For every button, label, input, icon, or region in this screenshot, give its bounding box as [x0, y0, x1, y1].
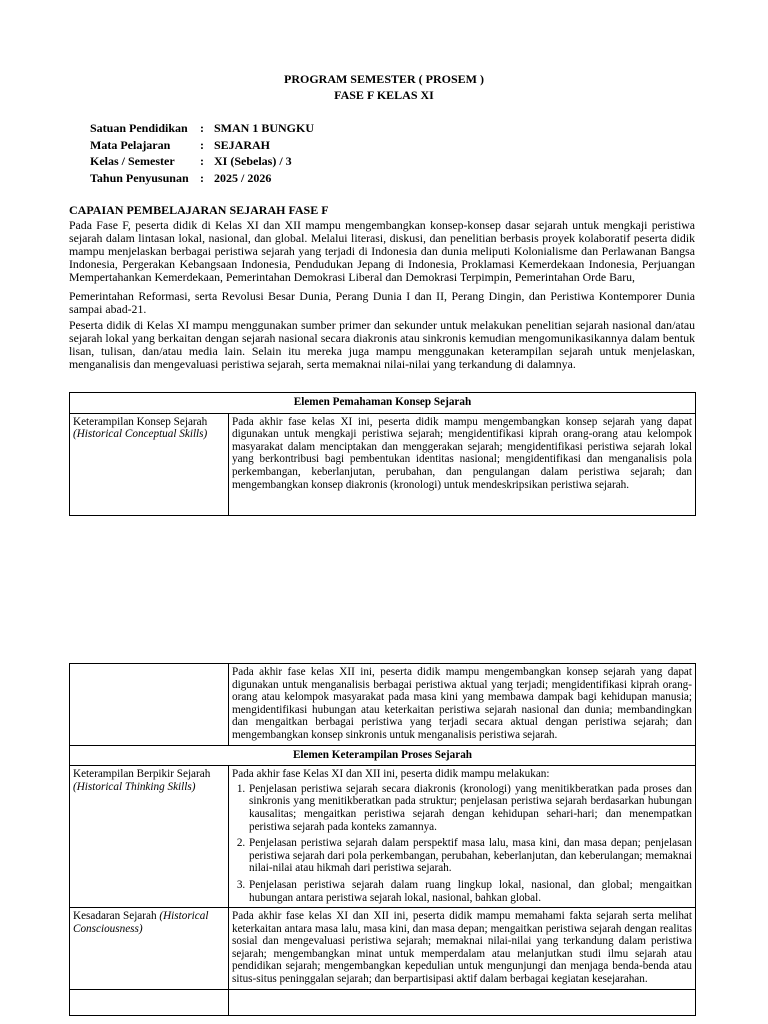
proses-sejarah-table	[69, 663, 696, 1016]
row-label-cell	[70, 766, 229, 908]
info-value: XI (Sebelas) / 3	[214, 154, 292, 168]
list-item: 3. Penjelasan peristiwa sejarah dalam ruang lingkup lokal, nasional, dan global; mengaitkan hubungan antara peristiwa sejarah lokal, nasional, bahkan global.	[248, 879, 692, 904]
capaian-paragraph: Peserta didik di Kelas XI mampu menggunakan sumber primer dan sekunder untuk melakukan penelitian sejarah nasional dan/atau sejarah lokal yang berkaitan dengan sejarah nasional secara diakronis atau sinkronis kemudian mengomunikasikannya dalam bentuk lisan, tulisan, dan/atau media lain. Selain itu mereka juga mampu menggunakan keterampilan sejarah untuk menjelaskan, menganalisis dan mengevaluasi peristiwa sejarah, serta memaknai nilai-nilai yang terkandung di dalamnya.	[69, 318, 695, 372]
row-label-cell	[70, 989, 229, 1015]
list-item: 2. Penjelasan peristiwa sejarah dalam perspektif masa lalu, masa kini, dan masa depan; penjelasan peristiwa sejarah dari pola perkembangan, perubahan, keberlanjutan, dan keberulangan; memaknai nilai-nilai atau hikmah dari peristiwa sejarah.	[248, 837, 692, 875]
row-label: Keterampilan Konsep Sejarah	[73, 415, 208, 428]
info-row	[90, 137, 314, 154]
row-content-cell: Pada akhir fase kelas XI ini, peserta didik mampu mengembangkan konsep sejarah yang dapat digunakan untuk mengkaji peristiwa sejarah; mengidentifikasi kiprah orang-orang atau kelompok masyarakat dalam menciptakan dan menggerakan sejarah; mengidentifikasi peristiwa sejarah lokal yang berkontribusi bagi pembentukan identitas nasional; mengidentifikasi dan menganalisis pola perkembangan, keberlanjutan, perubahan, dan pengulangan dalam peristiwa sejarah; dan mengembangkan konsep diakronis (kronologi) untuk mendeskripsikan peristiwa sejarah.	[229, 413, 696, 515]
konsep-sejarah-table	[69, 392, 696, 516]
row-label-cell	[70, 413, 229, 515]
list-item: 1. Penjelasan peristiwa sejarah secara diakronis (kronologi) yang menitikberatkan pada proses dan sinkronis yang menitikberatkan pada struktur; penjelasan peristiwa sejarah berdasarkan hubungan kausalitas; mengaitkan peristiwa sejarah dengan kehidupan sehari-hari; dan menempatkan peristiwa sejarah pada konteks zamannya.	[248, 783, 692, 833]
capaian-paragraph: Pemerintahan Reformasi, serta Revolusi Besar Dunia, Perang Dunia I dan II, Perang Dingin, dan Peristiwa Kontemporer Dunia sampai abad-21.	[69, 289, 695, 317]
info-value: SMAN 1 BUNGKU	[214, 121, 315, 135]
row-label: Kesadaran Sejarah	[73, 910, 157, 923]
row-content-cell: Pada akhir fase kelas XII ini, peserta didik mampu mengembangkan konsep sejarah yang dapat digunakan untuk menganalisis berbagai peristiwa aktual yang terjadi; mengidentifikasi kiprah orang-orang atau kelompok masyarakat pada masa kini yang membawa dampak bagi kehidupan manusia; mengidentifikasi hubungan atau keterkaitan peristiwa sejarah nasional dan dunia; membandingkan dan mengaitkan berbagai peristiwa yang terjadi secara aktual dengan peristiwa sejarah; dan mengembangkan konsep sinkronis untuk menganalisis peristiwa sejarah.	[229, 664, 696, 746]
info-label: Kelas / Semester	[90, 154, 175, 168]
info-label: Mata Pelajaran	[90, 137, 171, 152]
table-row	[70, 908, 696, 990]
document-title: PROGRAM SEMESTER ( PROSEM )	[283, 72, 484, 86]
row-label-cell	[70, 908, 229, 990]
row-label-english: (Historical Thinking Skills)	[73, 780, 196, 793]
info-value: SEJARAH	[214, 137, 271, 152]
table-row	[70, 766, 696, 908]
info-separator: :	[200, 137, 204, 152]
info-row	[90, 120, 314, 137]
table-row	[70, 413, 696, 515]
row-content-cell	[229, 989, 696, 1015]
section-heading-cell: Elemen Pemahaman Konsep Sejarah	[70, 393, 696, 414]
table-row	[70, 989, 696, 1015]
table-heading-row	[70, 745, 696, 766]
row-intro-text: Pada akhir fase Kelas XI dan XII ini, peserta didik mampu melakukan:	[232, 768, 550, 781]
capaian-paragraph: Pada Fase F, peserta didik di Kelas XI dan XII mampu mengembangkan konsep-konsep dasar sejarah untuk mengkaji peristiwa sejarah dalam lintasan lokal, nasional, dan global. Melalui literasi, diskusi, dan penelitian berbasis proyek kolaboratif peserta didik mampu menjelaskan berbagai peristiwa sejarah yang terjadi di Indonesia dan dunia meliputi Kolonialisme dan Perlawanan Bangsa Indonesia, Pergerakan Kebangsaan Indonesia, Pendudukan Jepang di Indonesia, Proklamasi Kemerdekaan Indonesia, Perjuangan Mempertahankan Kemerdekaan, Pemerintahan Demokrasi Liberal dan Demokrasi Terpimpin, Pemerintahan Orde Baru,	[69, 218, 695, 285]
row-content-cell: Pada akhir fase kelas XI dan XII ini, peserta didik mampu memahami fakta sejarah serta melihat keterkaitan antara masa lalu, masa kini, dan masa depan; mengaitkan peristiwa sejarah dengan realitas sosial dan mengevaluasi peristiwa sejarah; memaknai nilai-nilai yang terkandung dalam peristiwa sejarah; mengembangkan minat untuk memperdalam atau melanjutkan studi ilmu sejarah atau pendidikan sejarah; mengembangkan kepedulian untuk mengunjungi dan menjaga benda-benda atau situs-situs peninggalan sejarah; dan berpartisipasi aktif dalam berbagai kegiatan kesejarahan.	[229, 908, 696, 990]
info-value: 2025 / 2026	[214, 170, 272, 185]
info-separator: :	[200, 154, 204, 168]
row-content-cell	[229, 766, 696, 908]
info-label: Satuan Pendidikan	[90, 121, 188, 135]
capaian-heading: CAPAIAN PEMBELAJARAN SEJARAH FASE F	[69, 203, 329, 217]
info-separator: :	[200, 170, 204, 185]
skills-list	[232, 783, 692, 904]
row-label-cell	[70, 664, 229, 746]
row-label: Keterampilan Berpikir Sejarah	[73, 768, 211, 781]
table-row	[70, 664, 696, 746]
table-heading-row	[70, 393, 696, 414]
info-row	[90, 170, 314, 187]
info-label: Tahun Penyusunan	[90, 170, 189, 185]
section-heading-cell: Elemen Keterampilan Proses Sejarah	[70, 745, 696, 766]
row-label-english: (Historical Conceptual Skills)	[73, 428, 208, 441]
document-subtitle: FASE F KELAS XI	[334, 88, 434, 102]
row-label-english: (Historical Consciousness)	[73, 910, 209, 935]
info-separator: :	[200, 121, 204, 135]
info-row	[90, 153, 314, 170]
identity-table	[90, 120, 314, 186]
